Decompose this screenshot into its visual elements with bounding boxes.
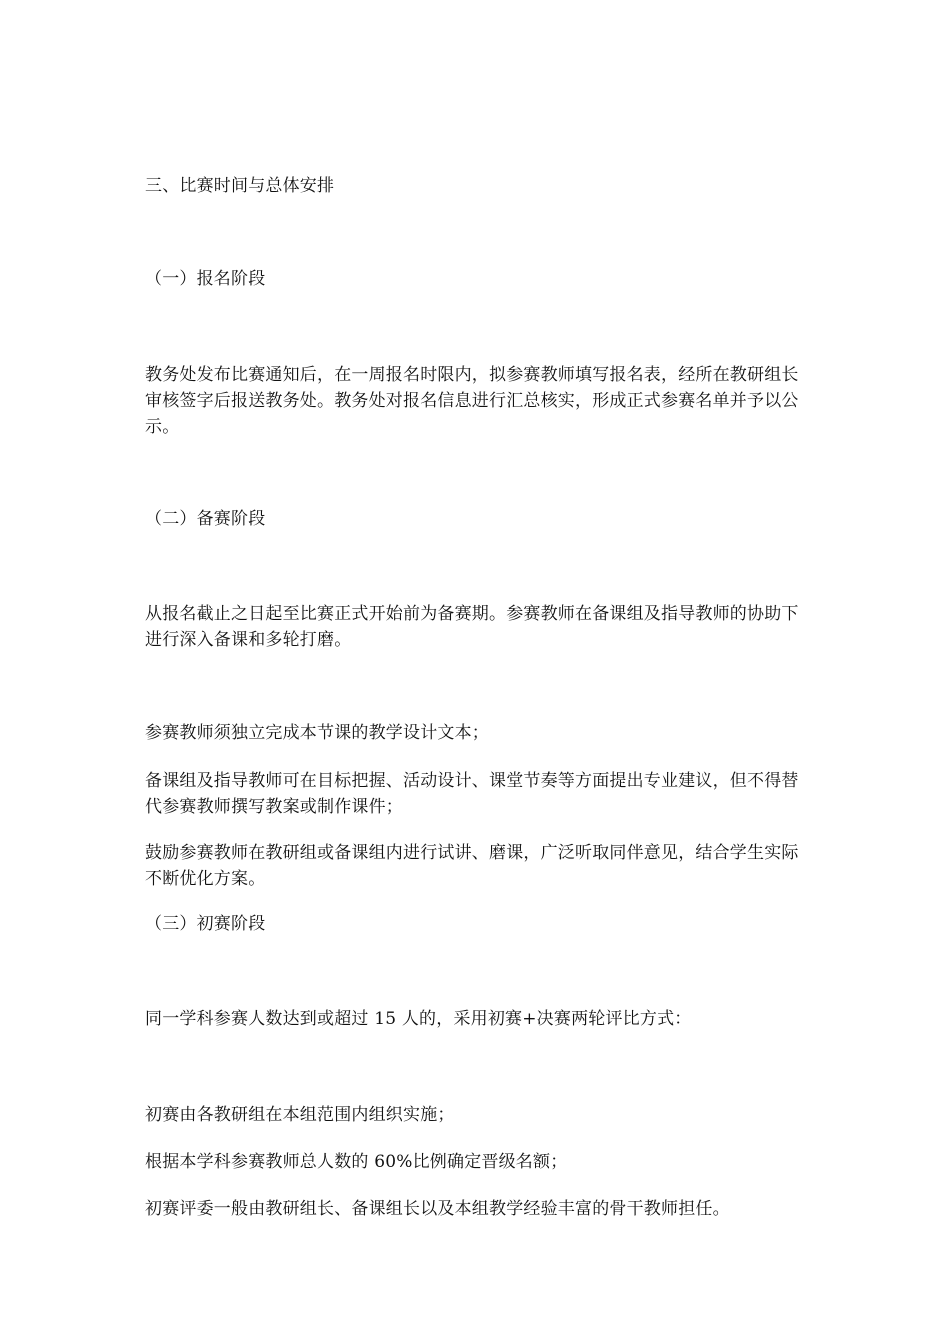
stage3-paragraph: 同一学科参赛人数达到或超过 15 人的，采用初赛+决赛两轮评比方式： [145, 1009, 692, 1029]
stage3-heading: （三）初赛阶段 [145, 914, 266, 934]
stage1-paragraph: 教务处发布比赛通知后，在一周报名时限内，拟参赛教师填写报名表，经所在教研组长审核签字后报送教务处。教务处对报名信息进行汇总核实，形成正式参赛名单并予以公示。 [145, 365, 799, 437]
section-title: 三、比赛时间与总体安排 [145, 176, 335, 196]
stage3-item-1: 初赛由各教研组在本组范围内组织实施； [145, 1105, 455, 1125]
stage2-item-3: 鼓励参赛教师在教研组或备课组内进行试讲、磨课，广泛听取同伴意见，结合学生实际不断优化方案。 [145, 843, 799, 889]
stage2-item-1: 参赛教师须独立完成本节课的教学设计文本； [145, 723, 489, 743]
stage3-item-3: 初赛评委一般由教研组长、备课组长以及本组教学经验丰富的骨干教师担任。 [145, 1199, 730, 1219]
stage3-item-2: 根据本学科参赛教师总人数的 60%比例确定晋级名额； [145, 1152, 568, 1172]
stage2-heading: （二）备赛阶段 [145, 509, 266, 529]
stage1-heading: （一）报名阶段 [145, 269, 266, 289]
stage2-paragraph: 从报名截止之日起至比赛正式开始前为备赛期。参赛教师在备课组及指导教师的协助下进行深入备课和多轮打磨。 [145, 604, 799, 650]
stage2-item-2: 备课组及指导教师可在目标把握、活动设计、课堂节奏等方面提出专业建议，但不得替代参赛教师撰写教案或制作课件； [145, 771, 799, 817]
